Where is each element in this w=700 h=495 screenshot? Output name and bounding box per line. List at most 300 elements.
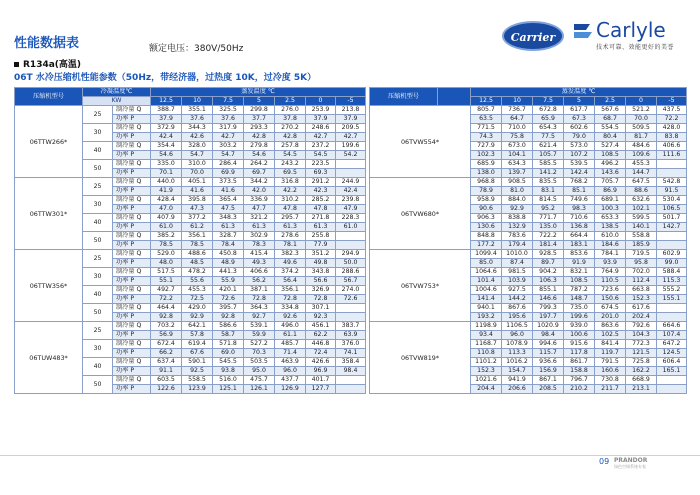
capacity-value: 723.6 (595, 286, 626, 295)
power-value: 54.5 (275, 151, 306, 160)
capacity-value (657, 304, 687, 313)
table-row (15, 322, 366, 331)
capacity-value: 244.9 (336, 178, 366, 187)
power-value: 111.6 (657, 151, 687, 160)
capacity-value: 496.2 (595, 160, 626, 169)
capacity-value: 590.1 (182, 358, 213, 367)
power-value: 47.8 (306, 205, 336, 214)
cond-temp-cell: 40 (83, 214, 113, 232)
power-value: 184.6 (595, 241, 626, 250)
table-row (15, 178, 366, 187)
power-value: 181.4 (533, 241, 564, 250)
table-title: 06T 水冷压缩机性能参数（50Hz，带经济器，过热度 10K，过冷度 5K） (14, 73, 317, 83)
power-value: 98.4 (336, 367, 366, 376)
capacity-label: 制冷量 Q (113, 214, 151, 223)
footer-brand: PRANDOR (614, 457, 648, 464)
capacity-value: 908.5 (502, 178, 533, 187)
capacity-value: 585.5 (533, 160, 564, 169)
power-label: 功率 P (113, 367, 151, 376)
power-value: 108.5 (564, 277, 595, 286)
capacity-value: 428.4 (151, 196, 182, 205)
refrigerant-label: R134a(高温) (23, 60, 82, 70)
power-value: 74.1 (336, 349, 366, 358)
cond-temp-cell: 25 (83, 178, 113, 196)
capacity-value: 730.8 (595, 376, 626, 385)
capacity-value: 294.9 (336, 250, 366, 259)
capacity-value: 496.0 (275, 322, 306, 331)
power-value: 79.0 (564, 133, 595, 142)
capacity-value: 509.5 (626, 124, 657, 133)
power-value: 67.6 (182, 349, 213, 358)
power-value (336, 241, 366, 250)
cond-temp-cell: 40 (83, 142, 113, 160)
capacity-value: 521.2 (626, 106, 657, 115)
model-cell: 06TVW680* (370, 178, 471, 250)
capacity-value: 336.9 (244, 196, 275, 205)
capacity-value: 199.6 (336, 142, 366, 151)
capacity-value: 764.9 (595, 268, 626, 277)
capacity-value: 1020.9 (533, 322, 564, 331)
capacity-value: 344.2 (244, 178, 275, 187)
power-value: 42.7 (306, 133, 336, 142)
capacity-value: 703.2 (151, 322, 182, 331)
power-value: 146.6 (533, 295, 564, 304)
power-value: 42.4 (336, 187, 366, 196)
power-value: 41.9 (151, 187, 182, 196)
page-number: 09 (599, 457, 610, 466)
capacity-value: 355.1 (182, 106, 213, 115)
capacity-value: 276.0 (275, 106, 306, 115)
power-label: 功率 P (113, 295, 151, 304)
blank-header (438, 88, 471, 106)
table-row (370, 250, 687, 259)
power-value: 42.0 (244, 187, 275, 196)
capacity-value: 928.5 (533, 250, 564, 259)
power-value: 69.7 (244, 169, 275, 178)
capacity-value: 325.5 (213, 106, 244, 115)
power-value: 210.2 (564, 385, 595, 394)
power-value: 65.9 (533, 115, 564, 124)
power-value: 125.1 (213, 385, 244, 394)
power-value: 92.8 (151, 313, 182, 322)
capacity-value: 642.1 (182, 322, 213, 331)
capacity-value: 855.1 (533, 286, 564, 295)
power-value: 179.4 (502, 241, 533, 250)
power-value: 78.9 (471, 187, 502, 196)
capacity-value: 749.6 (564, 196, 595, 205)
power-value: 126.1 (244, 385, 275, 394)
power-value: 56.2 (244, 277, 275, 286)
capacity-value: 475.7 (244, 376, 275, 385)
capacity-value: 237.2 (306, 142, 336, 151)
power-value: 61.3 (244, 223, 275, 232)
power-value: 68.7 (595, 115, 626, 124)
power-value (336, 313, 366, 322)
cond-temp-cell: 25 (83, 322, 113, 340)
capacity-value: 307.1 (306, 304, 336, 313)
power-value: 92.5 (182, 367, 213, 376)
capacity-value: 1010.0 (502, 250, 533, 259)
power-value: 85.0 (471, 259, 502, 268)
power-value: 55.1 (151, 277, 182, 286)
capacity-value: 672.4 (151, 340, 182, 349)
capacity-value: 915.6 (564, 340, 595, 349)
model-column-header: 压缩机型号 (370, 88, 438, 106)
capacity-value: 941.9 (502, 376, 533, 385)
carlyle-slogan: 技术可靠、效能更好的美誉 (596, 44, 675, 51)
capacity-value: 264.2 (244, 160, 275, 169)
capacity-value: 441.3 (213, 268, 244, 277)
power-value: 92.7 (244, 313, 275, 322)
model-cell: 06TTW266* (15, 106, 83, 178)
capacity-value: 270.2 (275, 124, 306, 133)
power-value: 136.8 (564, 223, 595, 232)
performance-table-left (14, 87, 366, 394)
power-value: 132.9 (502, 223, 533, 232)
capacity-value: 768.2 (564, 178, 595, 187)
capacity-value: 335.0 (151, 160, 182, 169)
evap-temp-header: 7.5 (533, 97, 564, 106)
power-value: 57.8 (182, 331, 213, 340)
cond-temp-cell: 25 (83, 250, 113, 268)
power-value: 69.9 (213, 169, 244, 178)
power-value: 135.0 (533, 223, 564, 232)
power-value: 72.2 (151, 295, 182, 304)
power-value: 144.7 (626, 169, 657, 178)
power-value: 66.2 (151, 349, 182, 358)
power-label: 功率 P (113, 313, 151, 322)
power-value: 55.9 (213, 277, 244, 286)
power-value: 70.0 (626, 115, 657, 124)
capacity-value: 243.2 (275, 160, 306, 169)
power-value: 101.4 (471, 277, 502, 286)
power-value: 155.1 (657, 295, 687, 304)
table-row (15, 106, 366, 115)
power-value: 42.3 (306, 187, 336, 196)
capacity-value: 303.2 (213, 142, 244, 151)
evap-temp-header: 10 (182, 97, 213, 106)
power-value (657, 169, 687, 178)
evap-temp-header: 7.5 (213, 97, 244, 106)
capacity-value: 558.5 (182, 376, 213, 385)
evap-temp-header: 5 (244, 97, 275, 106)
power-value: 63.5 (471, 115, 502, 124)
capacity-value: 406.6 (657, 142, 687, 151)
capacity-value: 426.6 (306, 358, 336, 367)
power-value: 72.8 (244, 295, 275, 304)
capacity-label: 制冷量 Q (113, 250, 151, 259)
capacity-value: 376.0 (336, 340, 366, 349)
capacity-value: 285.2 (306, 196, 336, 205)
capacity-value: 437.5 (657, 106, 687, 115)
capacity-value: 727.9 (471, 142, 502, 151)
capacity-value: 654.3 (533, 124, 564, 133)
power-value: 154.7 (502, 367, 533, 376)
capacity-value (336, 304, 366, 313)
power-value: 123.9 (182, 385, 213, 394)
capacity-value: 501.7 (657, 214, 687, 223)
capacity-value: 343.8 (306, 268, 336, 277)
capacity-value: 356.1 (275, 286, 306, 295)
power-value: 83.8 (657, 133, 687, 142)
power-value: 49.8 (306, 259, 336, 268)
power-value: 185.9 (626, 241, 657, 250)
header-row (15, 88, 366, 97)
power-value: 148.7 (564, 295, 595, 304)
power-value: 140.1 (626, 223, 657, 232)
capacity-value: 1004.6 (471, 286, 502, 295)
power-value: 95.8 (626, 259, 657, 268)
capacity-value: 702.0 (626, 268, 657, 277)
power-value: 42.7 (336, 133, 366, 142)
voltage-label: 额定电压：380V/50Hz (149, 44, 244, 54)
capacity-value: 223.5 (306, 160, 336, 169)
power-value: 37.6 (182, 115, 213, 124)
capacity-value: 863.6 (595, 322, 626, 331)
capacity-value: 621.4 (533, 142, 564, 151)
table-row (370, 322, 687, 331)
power-value: 99.0 (657, 259, 687, 268)
capacity-value: 401.7 (306, 376, 336, 385)
evap-temp-header: 0 (626, 97, 657, 106)
capacity-label: 制冷量 Q (113, 358, 151, 367)
capacity-value: 274.0 (336, 286, 366, 295)
capacity-value: 488.6 (182, 250, 213, 259)
power-value: 177.2 (471, 241, 502, 250)
power-value: 61.1 (275, 331, 306, 340)
power-value: 72.6 (336, 295, 366, 304)
power-value: 78.5 (182, 241, 213, 250)
power-value: 69.3 (306, 169, 336, 178)
capacity-value: 388.7 (151, 106, 182, 115)
capacity-value: 387.1 (244, 286, 275, 295)
power-value: 127.7 (306, 385, 336, 394)
power-value: 152.3 (626, 295, 657, 304)
power-value: 61.3 (275, 223, 306, 232)
capacity-value: 603.5 (151, 376, 182, 385)
table-row (15, 250, 366, 259)
capacity-value: 958.9 (471, 196, 502, 205)
model-cell: 06TUW483* (15, 322, 83, 394)
power-value: 70.1 (151, 169, 182, 178)
capacity-value: 672.8 (533, 106, 564, 115)
capacity-value: 588.4 (657, 268, 687, 277)
capacity-value: 395.8 (182, 196, 213, 205)
power-label: 功率 P (113, 331, 151, 340)
power-value: 106.5 (657, 205, 687, 214)
power-value: 96.0 (502, 331, 533, 340)
cond-temp-cell: 40 (83, 286, 113, 304)
power-value: 92.9 (182, 313, 213, 322)
capacity-value: 257.8 (275, 142, 306, 151)
power-value: 156.9 (533, 367, 564, 376)
power-value: 142.4 (564, 169, 595, 178)
power-value: 162.2 (626, 367, 657, 376)
power-value: 98.3 (564, 205, 595, 214)
power-value: 72.8 (306, 295, 336, 304)
evap-temp-header: 2.5 (275, 97, 306, 106)
capacity-value: 382.3 (275, 250, 306, 259)
power-value: 199.6 (564, 313, 595, 322)
capacity-value: 791.5 (595, 358, 626, 367)
power-value: 142.7 (657, 223, 687, 232)
capacity-value: 492.7 (151, 286, 182, 295)
power-value: 204.4 (471, 385, 502, 394)
power-label: 功率 P (113, 169, 151, 178)
power-value: 158.8 (564, 367, 595, 376)
evap-temp-header: 0 (306, 97, 336, 106)
capacity-value: 516.0 (213, 376, 244, 385)
capacity-value: 328.7 (213, 232, 244, 241)
evap-temp-header: -5 (657, 97, 687, 106)
capacity-value: 610.0 (595, 232, 626, 241)
capacity-value (657, 232, 687, 241)
capacity-value: 772.3 (626, 340, 657, 349)
capacity-value: 545.5 (213, 358, 244, 367)
power-value: 37.7 (244, 115, 275, 124)
capacity-value: 295.7 (275, 214, 306, 223)
power-value: 100.3 (595, 205, 626, 214)
capacity-label: 制冷量 Q (113, 268, 151, 277)
capacity-value: 771.7 (533, 214, 564, 223)
capacity-value: 321.2 (244, 214, 275, 223)
evap-temp-header: 12.5 (471, 97, 502, 106)
power-value: 75.8 (502, 133, 533, 142)
power-value: 197.7 (533, 313, 564, 322)
power-value: 93.4 (471, 331, 502, 340)
capacity-value: 558.8 (626, 232, 657, 241)
capacity-value: 288.6 (336, 268, 366, 277)
evap-temp-header: -5 (336, 97, 366, 106)
power-value: 193.2 (471, 313, 502, 322)
evap-temp-header: 2.5 (595, 97, 626, 106)
capacity-value: 239.8 (336, 196, 366, 205)
capacity-value: 539.5 (564, 160, 595, 169)
power-value: 143.6 (595, 169, 626, 178)
cond-temp-cell: 30 (83, 268, 113, 286)
capacity-value: 385.2 (151, 232, 182, 241)
power-value: 81.0 (502, 187, 533, 196)
capacity-value: 1099.4 (471, 250, 502, 259)
capacity-value: 936.6 (533, 358, 564, 367)
capacity-value: 310.0 (182, 160, 213, 169)
capacity-label: 制冷量 Q (113, 124, 151, 133)
power-value: 78.1 (275, 241, 306, 250)
capacity-value: 725.8 (626, 358, 657, 367)
power-value: 47.7 (244, 205, 275, 214)
capacity-value: 647.2 (657, 340, 687, 349)
power-value: 87.4 (502, 259, 533, 268)
power-value: 102.1 (626, 205, 657, 214)
power-value: 206.6 (502, 385, 533, 394)
capacity-value: 1016.2 (502, 358, 533, 367)
capacity-label: 制冷量 Q (113, 178, 151, 187)
capacity-value: 456.1 (306, 322, 336, 331)
capacity-value: 884.0 (502, 196, 533, 205)
capacity-value: 799.3 (533, 304, 564, 313)
table-row (370, 106, 687, 115)
capacity-value: 674.5 (595, 304, 626, 313)
capacity-label: 制冷量 Q (113, 106, 151, 115)
capacity-value: 395.7 (213, 304, 244, 313)
power-value: 48.9 (213, 259, 244, 268)
power-value: 42.8 (244, 133, 275, 142)
capacity-value: 805.7 (471, 106, 502, 115)
power-value: 183.1 (564, 241, 595, 250)
capacity-value: 455.3 (626, 160, 657, 169)
capacity-value: 539.1 (244, 322, 275, 331)
power-value: 102.5 (595, 331, 626, 340)
capacity-value: 365.4 (213, 196, 244, 205)
power-value: 202.4 (626, 313, 657, 322)
power-value: 96.9 (306, 367, 336, 376)
capacity-value: 326.9 (306, 286, 336, 295)
power-value: 110.8 (471, 349, 502, 358)
power-value: 195.6 (502, 313, 533, 322)
power-value: 211.7 (595, 385, 626, 394)
capacity-value: 832.1 (564, 268, 595, 277)
capacity-value: 663.8 (626, 286, 657, 295)
capacity-value: 632.6 (626, 196, 657, 205)
cond-temp-cell: 50 (83, 376, 113, 394)
capacity-value: 994.6 (533, 340, 564, 349)
power-value: 95.0 (244, 367, 275, 376)
power-value: 61.2 (182, 223, 213, 232)
capacity-value: 1101.2 (471, 358, 502, 367)
capacity-value: 209.5 (336, 124, 366, 133)
power-value: 150.6 (595, 295, 626, 304)
evap-temp-header: 10 (502, 97, 533, 106)
capacity-value: 450.8 (213, 250, 244, 259)
capacity-value: 278.6 (275, 232, 306, 241)
power-value: 83.1 (533, 187, 564, 196)
capacity-value: 1064.6 (471, 268, 502, 277)
carlyle-mark-icon (572, 20, 594, 42)
capacity-value: 405.1 (182, 178, 213, 187)
cond-temp-cell: 30 (83, 196, 113, 214)
power-value: 37.9 (151, 115, 182, 124)
capacity-value: 464.4 (151, 304, 182, 313)
power-value: 107.2 (564, 151, 595, 160)
capacity-value: 710.6 (564, 214, 595, 223)
power-value: 42.2 (275, 187, 306, 196)
power-label: 功率 P (113, 241, 151, 250)
power-value: 213.1 (626, 385, 657, 394)
power-value: 96.0 (275, 367, 306, 376)
power-value: 91.9 (564, 259, 595, 268)
power-value: 78.4 (213, 241, 244, 250)
capacity-value: 383.7 (336, 322, 366, 331)
capacity-label: 制冷量 Q (113, 286, 151, 295)
capacity-value (336, 232, 366, 241)
capacity-value: 429.0 (182, 304, 213, 313)
power-value: 42.7 (213, 133, 244, 142)
capacity-label: 制冷量 Q (113, 304, 151, 313)
capacity-value: 437.7 (275, 376, 306, 385)
power-value: 102.3 (471, 151, 502, 160)
power-value: 37.8 (275, 115, 306, 124)
capacity-value: 354.4 (151, 142, 182, 151)
power-value: 42.4 (151, 133, 182, 142)
capacity-value: 299.8 (244, 106, 275, 115)
power-value: 70.0 (182, 169, 213, 178)
power-value: 56.6 (306, 277, 336, 286)
capacity-value: 735.0 (564, 304, 595, 313)
capacity-value: 906.3 (471, 214, 502, 223)
power-value (336, 169, 366, 178)
power-value: 105.7 (533, 151, 564, 160)
power-value: 124.5 (657, 349, 687, 358)
